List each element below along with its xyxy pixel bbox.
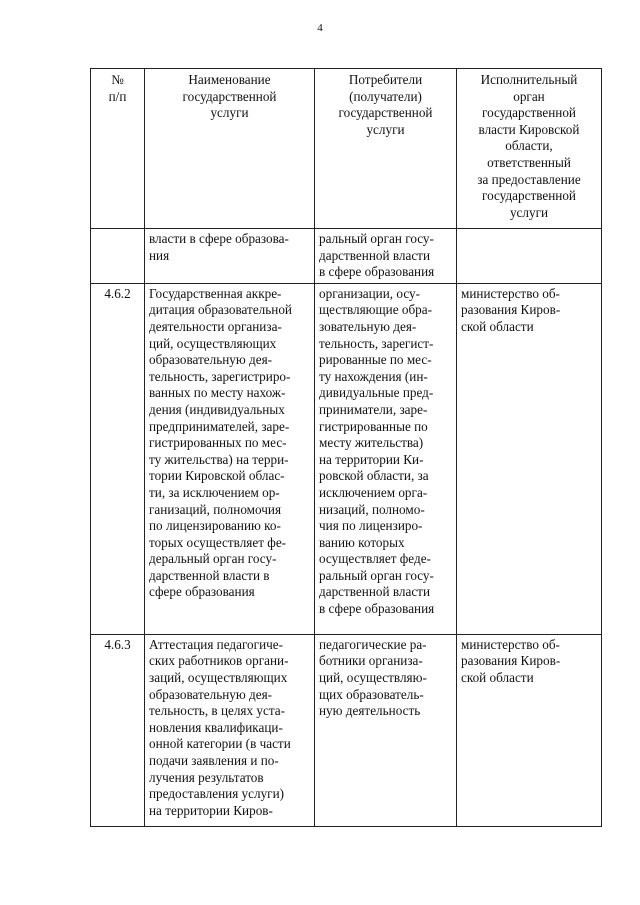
table-row [91, 283, 602, 634]
row-service-name: Аттестация педагогиче- ских работников органи- заций, осуществляющих образовательную дея- тельность, в целях уста- новления квалификаци- онной категории (в части подачи заявления и по- лучения результатов предоставления услуги) на территории Киров- [145, 634, 315, 826]
row-service-name: власти в сфере образова- ния [145, 229, 315, 284]
row-consumers: организации, осу- ществляющие обра- зовательную дея- тельность, зарегист- рированные по мес- ту нахождения (ин- дивидуальные пред- приниматели, заре- гистрированные по месту жительства) на территории Ки- ровской области, за исключением орга- низаций, полномо- чия по лицензиро- ванию которых осуществляет феде- ральный орган госу- дарственной власти в сфере образования [315, 283, 457, 634]
services-table [90, 68, 602, 827]
row-number: 4.6.2 [91, 283, 145, 634]
row-service-name: Государственная аккре- дитация образовательной деятельности организа- ций, осуществляющих образовательную дея- тельность, зарегистриро- ванных по месту нахож- дения (индивидуальных предпринимателей, заре- гистрированных по мес- ту жительства) на терри- тории Кировской облас- ти, за исключением ор- ганизаций, полномочия по лицензированию ко- торых осуществляет фе- деральный орган госу- дарственной власти в сфере образования [145, 283, 315, 634]
row-number [91, 229, 145, 284]
header-service-name: Наименование государственной услуги [145, 69, 315, 229]
row-consumers: ральный орган госу- дарственной власти в сфере образования [315, 229, 457, 284]
table-row [91, 229, 602, 284]
row-number: 4.6.3 [91, 634, 145, 826]
table-row [91, 634, 602, 826]
row-executor: министерство об- разования Киров- ской области [457, 283, 602, 634]
row-executor: министерство об- разования Киров- ской области [457, 634, 602, 826]
row-consumers: педагогические ра- ботники организа- ций, осуществляю- щих образователь- ную деятельность [315, 634, 457, 826]
page-number: 4 [317, 22, 323, 34]
row-executor [457, 229, 602, 284]
header-number: № п/п [91, 69, 145, 229]
header-consumers: Потребители (получатели) государственной услуги [315, 69, 457, 229]
table-header-row [91, 69, 602, 229]
header-executor: Исполнительный орган государственной власти Кировской области, ответственный за предоставление государственной услуги [457, 69, 602, 229]
